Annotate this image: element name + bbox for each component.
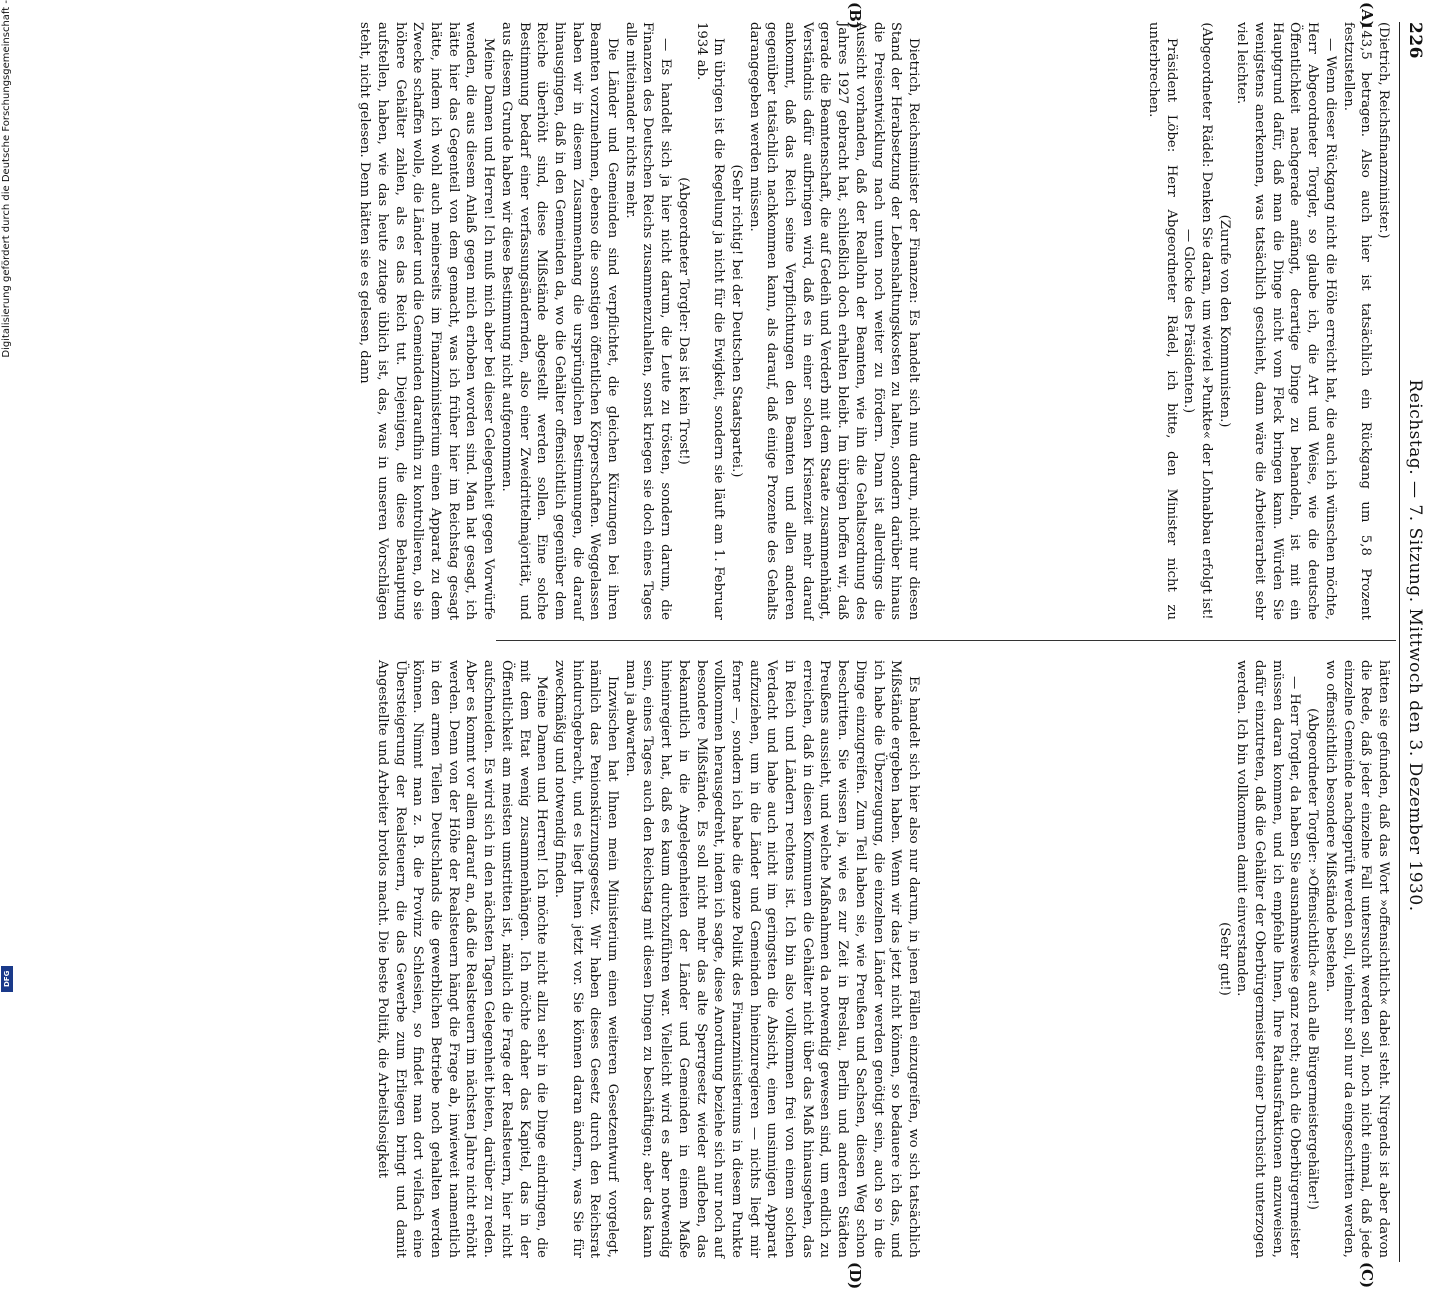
interjection: (Abgeordneter Torgler: Das ist kein Trost!) xyxy=(675,177,691,465)
speaker-line: (Dietrich, Reichsfinanzminister.) xyxy=(1376,22,1391,239)
paragraph: hätten sie gefunden, daß das Wort »offensichtlich« dabei steht. Nirgends ist aber davon die Rede, daß jeder einzelne Fall untersucht werden soll, noch nicht einmal, daß jede einzelne Gemeinde nachgeprüft werden soll, vielmehr soll nur da eingeschritten werden, wo offensichtlich besondere Mißstände bestehen. xyxy=(1322,660,1391,1258)
page-header xyxy=(1402,22,1428,1262)
paragraph: Inzwischen hat Ihnen mein Ministerium einen weiteren Gesetzentwurf vorgelegt, nämlich das Penionskürzungsgesetz. Wir haben dieses Gesetz durch den Reichsrat hindurchgebracht, und es liegt Ihnen jetzt vor. Sie können daran ändern, was Sie für zweckmäßig und notwendig finden. xyxy=(551,660,621,1258)
paragraph: — Herr Torgler, da haben Sie ausnahmsweise ganz recht; auch die Oberbürgermeister müssen daran kommen, und ich empfehle Ihnen, Ihre Rathausfraktionen anzuweisen, dafür einzutreten, daß die Gehälter der Oberbürgermeister einer Durchsicht unterzogen werden. Ich bin vollkommen damit einverstanden. xyxy=(1234,660,1303,1258)
paragraph: Dietrich, Reichsminister der Finanzen: Es handelt sich nun darum, nicht nur diesen Stand der Herabsetzung der Lebenshaltungskosten zu halten, sondern darüber hinaus die Preisentwicklung nach unten noch weiter zu fördern. Dann ist allerdings die Aussicht vorhanden, daß der Reallohn der Beamten, wie ihn die Gehaltsordnung des Jahres 1927 gebracht hat, schließlich doch erhalten bleibt. Im übrigen hoffen wir, daß gerade die Beamtenschaft, die auf Gedeih und Verderb mit dem Staate zusammenhängt, Verständnis dafür aufbringen wird, daß es in einer solchen Krisenzeit mehr darauf ankommt, daß das Reich seine Verpflichtungen den Beamten und allen anderen gegenüber tatsächlich nachkommen kann, als darauf, daß einige Prozente des Gehalts darangegeben werden müssen. xyxy=(746,22,921,620)
margin-marker-a: (A) xyxy=(1358,2,1376,28)
column-right-top xyxy=(922,660,1392,1258)
paragraph: Präsident Löbe: Herr Abgeordneter Rädel, ich bitte, den Minister nicht zu unterbrechen. xyxy=(1145,22,1179,620)
interjection: (Abgeordneter Rädel: Denken Sie daran, um wieviel »Punkte« der Lohnabbau erfolgt ist! — Glocke des Präsidenten.) xyxy=(1181,22,1214,620)
paragraph: Die Länder und Gemeinden sind verpflichtet, die gleichen Kürzungen bei ihren Beamten vorzunehmen, ebenso die sonstigen öffentlichen Körperschaften. Weggelassen haben wir in diesem Zusammenhang die ursprünglichen Bestimmungen, die darauf hinausgingen, daß in den Gemeinden da, wo die Gehälter offensichtlich gegenüber dem Reiche überhöht sind, diese Mißstände abgestellt werden sollen. Eine solche Bestimmung bedarf einer verfassungsändernden, also einer Zweidrittelmajorität, und aus diesem Grunde haben wir diese Bestimmung nicht aufgenommen. xyxy=(498,22,621,620)
credit-text: Digitalisierung gefördert durch die Deutsche Forschungsgemeinschaft - xyxy=(1,0,12,358)
margin-marker-d: (D) xyxy=(846,1262,864,1289)
column-left-bottom xyxy=(357,22,922,620)
document-page xyxy=(134,0,1434,1289)
interjection: (Sehr richtig! bei der Deutschen Staatspartei.) xyxy=(728,164,744,478)
paragraph: 143,5 betragen. Also auch hier ist tatsächlich ein Rückgang um 5,8 Prozent festzustellen. xyxy=(1340,22,1374,620)
interjection: (Sehr gut!) xyxy=(1216,922,1232,996)
header-rule xyxy=(1399,22,1400,1262)
interjection: (Zurufe von den Kommunisten.) xyxy=(1216,214,1232,428)
column-right-bottom xyxy=(374,660,922,1258)
paragraph: Meine Damen und Herren! Ich muß mich aber bei dieser Gelegenheit gegen Vorwürfe wenden, die aus diesem Anlaß gegen mich erhoben worden sind. Man hat gesagt, ich hätte hier das Gegenteil von dem gemacht, was ich früher hier im Reichstag gesagt hätte, indem ich wohl auch meinerseits im Finanzministerium einen Apparat zu dem Zwecke schaffen wolle, die Länder und die Gemeinden daraufhin zu kontrollieren, ob sie höhere Gehälter zahlen, als es das Reich tut. Diejenigen, die diese Behauptung aufstellen, haben, wie das heute zutage üblich ist, das, was in unseren Vorschlägen steht, nicht gelesen. Denn hätten sie es gelesen, dann xyxy=(357,22,497,620)
margin-marker-b: (B) xyxy=(846,2,864,29)
digitization-credit xyxy=(0,0,14,1000)
dfg-logo: DFG xyxy=(1,966,13,992)
paragraph: — Wenn dieser Rückgang nicht die Höhe erreicht hat, die auch ich wünschen möchte, Herr Abgeordneter Torgler, so glaube ich, die Art und Weise, wie die deutsche Öffentlichkeit nachgerade anfängt, derartige Dinge zu behandeln, ist mit ein Hauptgrund dafür, daß man die Dinge nicht vom Fleck bringen kann. Würden Sie wenigstens anerkennen, was tatsächlich geschieht, dann wäre die Arbeiterarbeit sehr viel leichter. xyxy=(1234,22,1338,620)
margin-marker-c: (C) xyxy=(1358,1262,1376,1289)
paragraph: Im übrigen ist die Regelung ja nicht für die Ewigkeit, sondern sie läuft am 1. Februar 1934 ab. xyxy=(693,22,727,620)
running-head: Reichstag. — 7. Sitzung. Mittwoch den 3. Dezember 1930. xyxy=(1405,379,1425,912)
paragraph: Meine Damen und Herren! Ich möchte nicht allzu sehr in die Dinge eindringen, die mit dem Etat wenig zusammenhängen. Ich möchte daher das Kapitel, das in der Öffentlichkeit am meisten umstritten ist, nämlich die Frage der Realsteuern, hier nicht aufschneiden. Es wird sich in den nächsten Tagen Gelegenheit bieten, darüber zu reden. Aber es kommt vor allem darauf an, daß die Realsteuern im nächsten Jahre nicht erhöht werden. Denn von der Höhe der Realsteuern hängt die Frage ab, inwieweit namentlich in den armen Teilen Deutschlands die gewerblichen Betriebe noch gehalten werden können. Nimmt man z. B. die Provinz Schlesien, so findet man dort vielfach eine Übersteigerung der Realsteuern, die das Gewerbe zum Erliegen bringt und damit Angestellte und Arbeiter brotlos macht. Die beste Politik, die Arbeitslosigkeit xyxy=(374,660,550,1258)
paragraph: Es handelt sich hier also nur darum, in jenen Fällen einzugreifen, wo sich tatsächlich Mißstände ergeben haben. Wenn wir das jetzt nicht können, so bedauere ich das, und ich habe die Überzeugung, die einzelnen Länder werden genötigt sein, auch so in die Dinge einzugreifen. Zum Teil haben sie, wie Preußen und Sachsen, diesen Weg schon beschritten. Sie wissen ja, wie es zur Zeit in Breslau, Berlin und anderen Städten Preußens aussieht, und welche Maßnahmen da notwendig gewesen sind, um endlich zu erreichen, daß in diesen Kommunen die Gehälter nicht über das Maß hinausgehen, das in Reich und Ländern rechtens ist. Ich bin also vollkommen frei von einem solchen Verdacht und habe auch nicht im geringsten die Absicht, einen unsinnigen Apparat aufzuziehen, um in die Länder und Gemeinden hineinzuregieren — nichts liegt mir ferner —, sondern ich habe die ganze Politik des Finanzministeriums in diesem Punkte vollkommen herausgedreht, indem ich sagte, diese Anordnung beziehe sich nur noch auf besondere Mißstände. Es soll nicht mehr das alte Sperrgesetz wieder aufleben, das bekanntlich in die Angelegenheiten der Länder und Gemeinden in einem Maße hineinregiert hat, daß es kaum durchzuführen war. Vielleicht wird es aber notwendig sein, eines Tages auch den Reichstag mit diesen Dingen zu beschäftigen; aber das kann man ja abwarten. xyxy=(622,660,921,1258)
column-divider xyxy=(496,640,1396,641)
page-number: 226 xyxy=(1405,22,1425,59)
interjection: (Abgeordneter Torgler: »Offensichtlich« auch alle Bürgermeistergehälter!) xyxy=(1305,708,1321,1210)
paragraph: — Es handelt sich ja hier nicht darum, die Leute zu trösten, sondern darum, die Finanzen des Deutschen Reichs zusammenzuhalten, sonst kriegen sie doch eines Tages alle miteinander nichts mehr. xyxy=(622,22,674,620)
column-left-top xyxy=(922,22,1392,620)
